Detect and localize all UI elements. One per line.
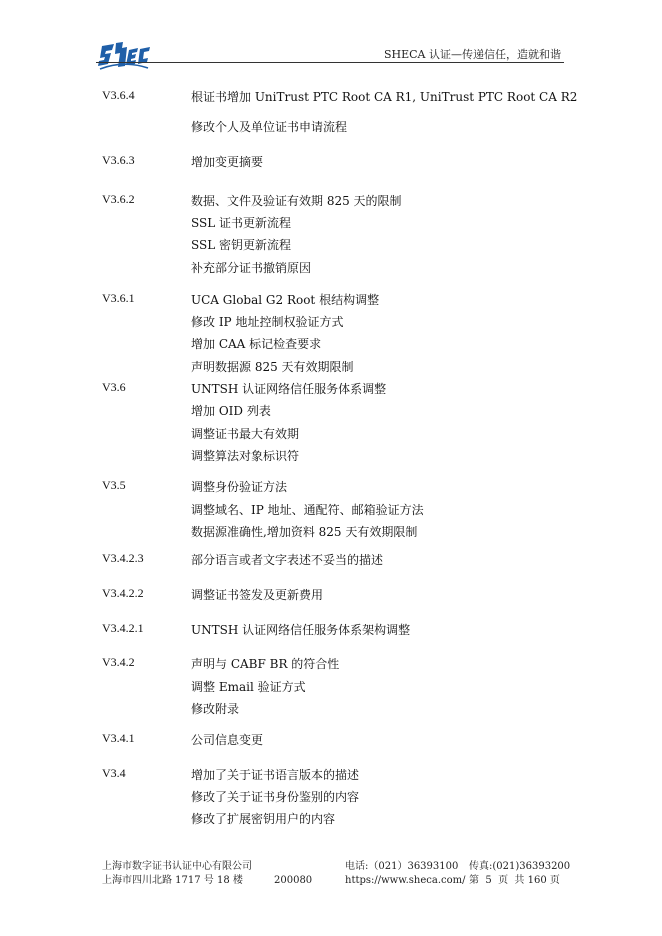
footer-postcode: 200080 <box>274 875 313 886</box>
change-line: SSL 密钥更新流程 <box>191 238 292 252</box>
change-line: 补充部分证书撤销原因 <box>191 261 312 275</box>
change-line: 修改 IP 地址控制权验证方式 <box>191 315 344 329</box>
change-line: SSL 证书更新流程 <box>191 216 292 230</box>
footer-contact-block <box>345 860 466 888</box>
footer-fax: 传真:(021)36393200 <box>469 861 571 872</box>
change-line: 根证书增加 UniTrust PTC Root CA R1, UniTrust PTC Root CA R2 <box>191 90 578 104</box>
footer-company: 上海市数字证书认证中心有限公司 <box>102 861 252 872</box>
version-label: V3.6.4 <box>102 88 135 102</box>
version-label: V3.6 <box>102 380 126 394</box>
version-label: V3.6.1 <box>102 291 135 305</box>
change-line: UNTSH 认证网络信任服务体系调整 <box>191 382 387 396</box>
change-line: 调整算法对象标识符 <box>191 449 300 463</box>
change-line: 修改了扩展密钥用户的内容 <box>191 812 336 826</box>
change-line: 调整证书最大有效期 <box>191 427 300 441</box>
change-line: 数据、文件及验证有效期 825 天的限制 <box>191 194 402 208</box>
change-line: 调整身份验证方法 <box>191 480 288 494</box>
change-line: 增加 OID 列表 <box>191 404 271 418</box>
version-label: V3.5 <box>102 478 126 492</box>
change-line: 调整域名、IP 地址、通配符、邮箱验证方法 <box>191 503 424 517</box>
change-line: 部分语言或者文字表述不妥当的描述 <box>191 553 384 567</box>
footer-page-block <box>469 860 570 888</box>
sheca-logo <box>96 40 152 74</box>
change-line: 数据源准确性,增加资料 825 天有效期限制 <box>191 525 418 539</box>
version-label: V3.4.2 <box>102 655 135 669</box>
version-label: V3.4 <box>102 766 126 780</box>
change-line: 声明数据源 825 天有效期限制 <box>191 360 354 374</box>
change-line: UCA Global G2 Root 根结构调整 <box>191 293 380 307</box>
version-label: V3.6.3 <box>102 153 135 167</box>
header-tagline: SHECA 认证—传递信任，造就和谐 <box>383 48 561 61</box>
page-number: 第 5 页 共 160 页 <box>469 875 560 886</box>
change-line: 声明与 CABF BR 的符合性 <box>191 657 340 671</box>
change-line: 修改附录 <box>191 702 240 716</box>
version-label: V3.4.2.1 <box>102 621 144 635</box>
header-divider <box>96 62 564 63</box>
change-line: 增加变更摘要 <box>191 155 264 169</box>
change-line: 增加了关于证书语言版本的描述 <box>191 768 360 782</box>
change-line: 修改个人及单位证书申请流程 <box>191 120 348 134</box>
footer-phone: 电话:（021）36393100 <box>345 861 459 872</box>
version-label: V3.4.2.3 <box>102 551 144 565</box>
change-line: 调整 Email 验证方式 <box>191 680 306 694</box>
change-line: 调整证书签发及更新费用 <box>191 588 324 602</box>
version-label: V3.4.1 <box>102 731 135 745</box>
change-line: 公司信息变更 <box>191 733 264 747</box>
footer-website[interactable]: https://www.sheca.com/ <box>345 875 466 886</box>
change-line: UNTSH 认证网络信任服务体系架构调整 <box>191 623 411 637</box>
footer-address: 上海市四川北路 1717 号 18 楼 <box>102 875 243 886</box>
version-label: V3.6.2 <box>102 192 135 206</box>
footer-company-block <box>102 860 252 888</box>
change-line: 增加 CAA 标记检查要求 <box>191 337 322 351</box>
change-line: 修改了关于证书身份鉴别的内容 <box>191 790 360 804</box>
version-label: V3.4.2.2 <box>102 586 144 600</box>
